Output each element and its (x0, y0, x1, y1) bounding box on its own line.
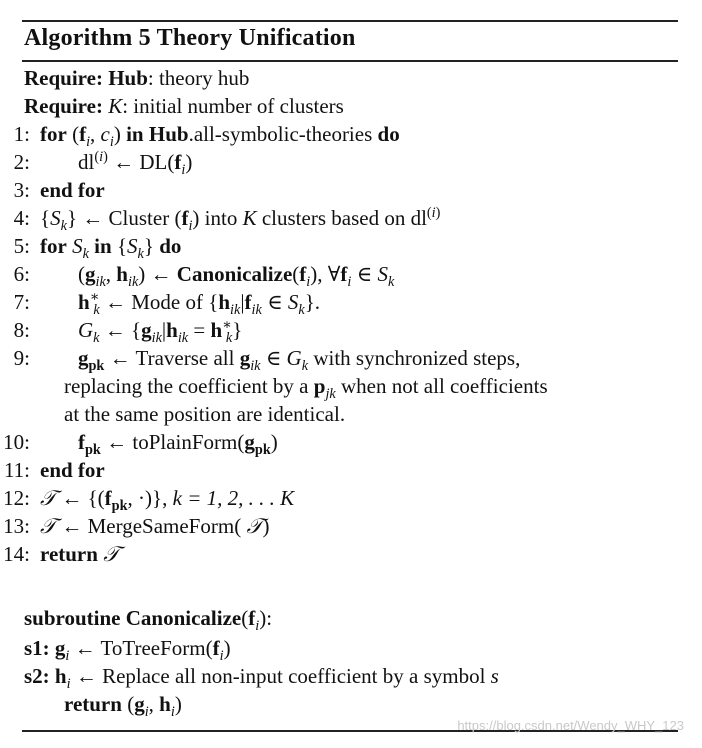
algo-line-11: 11: end for (3, 458, 105, 482)
algo-line-1: 1: for ($f_i$, $c_i$) in Hub.all-symbolic-theories do (13, 122, 400, 151)
algo-line-7: 7: $h^∗_k$ ← Mode of {$h_{ik}|f_{ik}$ ∈ $S_k$}. (13, 289, 321, 319)
require-k: Require: K: initial number of clusters (24, 94, 344, 118)
algo-line-4: 4: $\{S_k\}$ ← Cluster $(f_i)$ into K clusters based on $dl^{(i)}$ (13, 205, 441, 235)
algo-line-9-cont-1: replacing the coefficient by a $p_{jk}$ when not all coefficients (64, 374, 548, 403)
algo-line-12: 12: 𝒯 ← {($f_{pk}$, ·)}, k = 1, 2, . . . K (3, 486, 295, 515)
watermark-text: https://blog.csdn.net/Wendy_WHY_123 (457, 718, 684, 733)
title-rule (22, 60, 678, 62)
algo-line-8: 8: $G_k$ ← $\{g_{ik}|h_{ik} = h^∗_k\}$ (13, 317, 243, 347)
algo-line-9: 9: $g_{pk}$ ← Traverse all $g_{ik}$ ∈ $G_k$ with synchronized steps, (13, 346, 521, 375)
algo-line-14: 14: return 𝒯 (3, 542, 120, 566)
require-hub: Require: Hub: theory hub (24, 66, 250, 90)
algo-line-9-cont-2: at the same position are identical. (64, 402, 346, 426)
algorithm-title: Algorithm 5 Theory Unification (24, 25, 356, 51)
subroutine-step-2: s2: $h_i$ ← Replace all non-input coefficient by a symbol s (24, 664, 499, 693)
top-rule (22, 20, 678, 22)
subroutine-return: return ($g_i$, $h_i$) (64, 692, 182, 721)
algo-line-2: 2: $dl^{(i)}$ ← $DL(f_i)$ (13, 149, 193, 179)
algo-line-13: 13: 𝒯 ← MergeSameForm( 𝒯) (3, 514, 270, 538)
algo-line-10: 10: $f_{pk}$ ← $toPlainForm(g_{pk})$ (3, 430, 278, 459)
algo-line-6: 6: ($g_{ik}$, $h_{ik}$) ← $Canonicalize(f_i)$, $\forall f_i$ ∈ $S_k$ (13, 262, 395, 291)
subroutine-step-1: s1: $g_i$ ← $ToTreeForm(f_i)$ (24, 636, 231, 665)
algo-line-3: 3: end for (13, 178, 105, 202)
algo-line-5: 5: for $S_k$ in $\{S_k\}$ do (13, 234, 182, 263)
subroutine-header: subroutine $Canonicalize(f_i)$: (24, 606, 273, 635)
